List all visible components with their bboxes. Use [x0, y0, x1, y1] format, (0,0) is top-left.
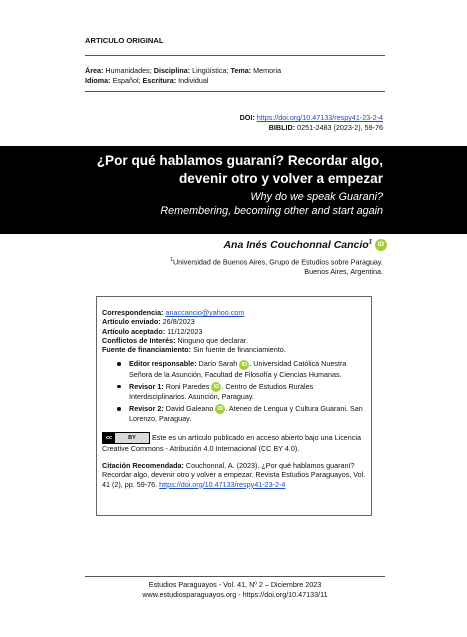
orcid-icon[interactable]: iD [215, 404, 225, 414]
footer-rule [85, 576, 385, 577]
cc-badge-left: cc [103, 433, 115, 443]
editor-list-item [129, 404, 367, 423]
funding-row [102, 345, 367, 354]
article-type-label: ARTICULO ORIGINAL [85, 36, 164, 45]
idioma-label: Idioma: [85, 75, 111, 85]
editor-list-item [129, 382, 367, 401]
citation-doi-link[interactable]: https://doi.org/10.47133/respy41-23-2-4 [159, 479, 286, 489]
correspondence-row [102, 308, 367, 317]
accepted-value: 11/12/2023 [167, 326, 203, 336]
conflicts-row [102, 336, 367, 345]
cc-badge-right: BY [128, 434, 136, 441]
citation-paragraph [102, 461, 367, 489]
funding-value: Sin fuente de financiamiento. [193, 345, 286, 355]
article-info-box [96, 296, 372, 516]
correspondence-label: Correspondencia: [102, 308, 164, 317]
submitted-row [102, 317, 367, 326]
idioma-value: Español; [112, 75, 141, 85]
editor-name: Darío Sarah [198, 359, 238, 369]
area-value: Humanidades; [105, 66, 152, 75]
accepted-row [102, 327, 367, 336]
author-name: Ana Inés Couchonnal Cancio [223, 239, 369, 251]
editor-affiliation: . Centro de Estudios Rurales Interdisciplinarios. Asunción, Paraguay. [129, 381, 314, 401]
editor-affiliation: . Universidad Católica Nuestra Señora de la Asunción, Facultad de Filosofía y Ciencias Humanas. [129, 359, 347, 379]
biblid-line [269, 123, 383, 133]
footer-volume-line: Estudios Paraguayos - Vol. 41, Nº 2 – Diciembre 2023 [148, 580, 322, 589]
accepted-label: Artículo aceptado: [102, 326, 166, 336]
editor-role: Revisor 2: [129, 404, 164, 414]
orcid-icon[interactable]: iD [211, 382, 221, 392]
funding-label: Fuente de financiamiento: [102, 345, 192, 355]
escritura-label: Escritura: [142, 75, 177, 85]
affiliation-line-2: Buenos Aires, Argentina. [304, 267, 383, 277]
editor-name: Roni Paredes [165, 381, 210, 391]
citation-text: Couchonnal, A. (2023). ¿Por qué hablamos guaraní? Recordar algo, devenir otro y volver a empezar. Revista Estudios Paraguayos, Vol. 41 (2), pp. 59-76. [102, 460, 366, 489]
editors-list [102, 359, 367, 423]
disciplina-value: Lingüística; [192, 66, 229, 75]
editor-affiliation: . Ateneo de Lengua y Cultura Guarani. San Lorenzo, Paraguay. [129, 404, 363, 424]
orcid-icon[interactable]: iD [239, 360, 249, 370]
area-label: Área: [85, 66, 104, 75]
submitted-label: Artículo enviado: [102, 317, 161, 327]
footer-website-line: www.estudiosparaguayos.org - https://doi.org/10.47133/11 [142, 589, 328, 599]
citation-label: Citación Recomendada: [102, 460, 184, 470]
author-affiliation [143, 255, 383, 277]
affiliation-superscript: 1 [170, 257, 173, 263]
title-english-line-2: Remembering, becoming other and start again [160, 205, 383, 217]
journal-footer [85, 580, 385, 599]
conflicts-value: Ninguno que declarar. [177, 335, 248, 345]
editor-role: Editor responsable: [129, 359, 197, 369]
correspondence-email-link[interactable]: anaccancio@yahoo.com [165, 308, 245, 317]
affiliation-text-1: Universidad de Buenos Aires, Grupo de Estudios sobre Paraguay. [172, 257, 383, 267]
title-english [43, 190, 383, 218]
doi-label: DOI: [239, 113, 255, 122]
metadata-line-1 [85, 66, 385, 76]
escritura-value: Individual [178, 75, 209, 85]
cc-by-license-icon[interactable] [102, 432, 150, 444]
disciplina-label: Disciplina: [153, 66, 191, 75]
affiliation-line-1 [143, 255, 383, 267]
editor-name: David Galeano [165, 404, 214, 414]
biblid-label: BIBLID: [268, 123, 296, 132]
editor-role: Revisor 1: [129, 381, 164, 391]
article-metadata [85, 66, 385, 85]
license-text: Este es un artículo publicado en acceso abierto bajo una Licencia Creative Commons - Atribución 4.0 Internacional (CC BY 4.0). [102, 432, 361, 453]
orcid-icon[interactable]: iD [375, 239, 387, 251]
author-line [223, 239, 387, 251]
license-paragraph [102, 432, 367, 453]
editor-list-item [129, 359, 367, 378]
title-english-line-1: Why do we speak Guarani? [250, 191, 383, 203]
biblid-value: 0251-2483 (2023-2), 59-76 [297, 123, 383, 132]
header-rule-bottom [85, 91, 385, 92]
doi-line [240, 113, 383, 123]
title-spanish-line-2: devenir otro y volver a empezar [179, 171, 383, 186]
header-rule-top [85, 55, 385, 56]
metadata-line-2 [85, 76, 385, 86]
tema-label: Tema: [230, 66, 252, 75]
tema-value: Memoria [253, 66, 282, 75]
doi-link[interactable]: https://doi.org/10.47133/respy41-23-2-4 [256, 113, 383, 122]
title-spanish-line-1: ¿Por qué hablamos guaraní? Recordar algo, [96, 153, 383, 168]
conflicts-label: Conflictos de Interés: [102, 335, 176, 345]
article-info-content [102, 308, 367, 489]
author-superscript: 1 [368, 239, 373, 246]
submitted-value: 26/8/2023 [162, 317, 195, 327]
title-spanish [63, 152, 383, 188]
